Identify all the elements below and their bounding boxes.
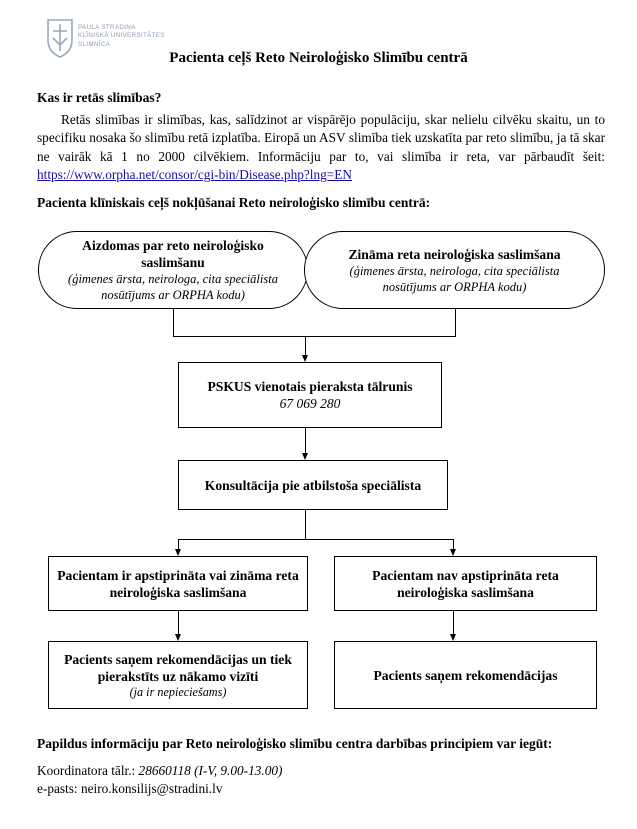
arrow-down-icon	[302, 453, 308, 460]
connector-line	[173, 336, 456, 337]
connector-line	[305, 428, 306, 454]
flow-box-not-confirmed	[334, 556, 597, 611]
email-value[interactable]: neiro.konsilijs@stradini.lv	[80, 781, 223, 796]
connector-line	[178, 539, 454, 540]
flow-box-known-disease	[304, 231, 605, 309]
connector-line	[453, 611, 454, 635]
flow-box-title: Aizdomas par reto neiroloģisko saslimšanu	[82, 238, 264, 270]
logo-line: PAULA STRADIŅA	[78, 24, 136, 31]
arrow-down-icon	[302, 355, 308, 362]
contact-email	[37, 781, 222, 797]
connector-line	[455, 309, 456, 336]
flow-box-recommendations	[334, 641, 597, 709]
flow-box-note: (ja ir nepieciešams)	[129, 684, 227, 699]
page-title: Pacienta ceļš Reto Neiroloģisko Slimību centrā	[169, 50, 468, 66]
logo-line: KLĪNISKĀ UNIVERSITĀTES	[78, 32, 165, 40]
connector-line	[173, 309, 174, 336]
coordinator-value: 28660118 (I-V, 9.00-13.00)	[138, 763, 283, 778]
arrow-down-icon	[450, 549, 456, 556]
flow-box-title: PSKUS vienotais pieraksta tālrunis	[207, 378, 413, 394]
section-heading-clinical-path: Pacienta klīniskais ceļš nokļūšanai Reto neiroloģisko slimību centrā:	[37, 195, 431, 210]
intro-text: Retās slimības ir slimības, kas, salīdzinot ar vispārējo populāciju, skar nelielu cilvēku skaitu, un to specifiku nosaka šo slimību retā izplatība. Eiropā un ASV slimība tiek uzskatīta par reto slimību, ja tā skar ne vairāk kā 1 no 2000 cilvēkiem. Informāciju par to, vai slimība ir reta, var pārbaudīt šeit:	[37, 112, 605, 164]
logo-text	[78, 24, 165, 49]
coordinator-phone	[37, 763, 282, 779]
flow-box-confirmed	[48, 556, 308, 611]
flow-box-title: Pacientam nav apstiprināta reta neiroloģiska saslimšana	[372, 567, 559, 600]
connector-line	[305, 336, 306, 356]
flow-box-title: Zināma reta neiroloģiska saslimšana	[348, 246, 561, 262]
flow-box-suspected-disease	[38, 231, 308, 309]
phone-number: 67 069 280	[279, 395, 341, 411]
orpha-link[interactable]: https://www.orpha.net/consor/cgi-bin/Disease.php?lng=EN	[37, 167, 352, 183]
flow-box-title: Pacients saņem rekomendācijas	[373, 667, 558, 683]
flow-box-title: Konsultācija pie atbilstoša speciālista	[204, 477, 422, 493]
flow-box-consultation	[178, 460, 448, 510]
connector-line	[305, 510, 306, 539]
intro-paragraph	[37, 111, 605, 185]
arrow-down-icon	[175, 634, 181, 641]
flow-box-note: (ģimenes ārsta, neirologa, cita speciālista nosūtījums ar ORPHA kodu)	[68, 272, 278, 302]
email-label: e-pasts:	[37, 781, 81, 796]
flow-box-note: (ģimenes ārsta, neirologa, cita speciālista nosūtījums ar ORPHA kodu)	[349, 263, 560, 294]
coordinator-label: Koordinatora tālr.:	[37, 763, 139, 778]
footer-heading: Papildus informāciju par Reto neiroloģisko slimību centra darbības principiem var iegūt:	[37, 736, 553, 751]
connector-line	[178, 611, 179, 635]
arrow-down-icon	[175, 549, 181, 556]
section-heading-rare-diseases: Kas ir retās slimības?	[37, 90, 162, 105]
flow-box-title: Pacientam ir apstiprināta vai zināma reta neiroloģiska saslimšana	[57, 567, 299, 600]
arrow-down-icon	[450, 634, 456, 641]
flow-box-phone	[178, 362, 442, 428]
logo-line: SLIMNĪCA	[78, 40, 111, 48]
flow-box-recommendations-visit	[48, 641, 308, 709]
flow-box-title: Pacients saņem rekomendācijas un tiek pierakstīts uz nākamo vizīti	[64, 651, 292, 684]
